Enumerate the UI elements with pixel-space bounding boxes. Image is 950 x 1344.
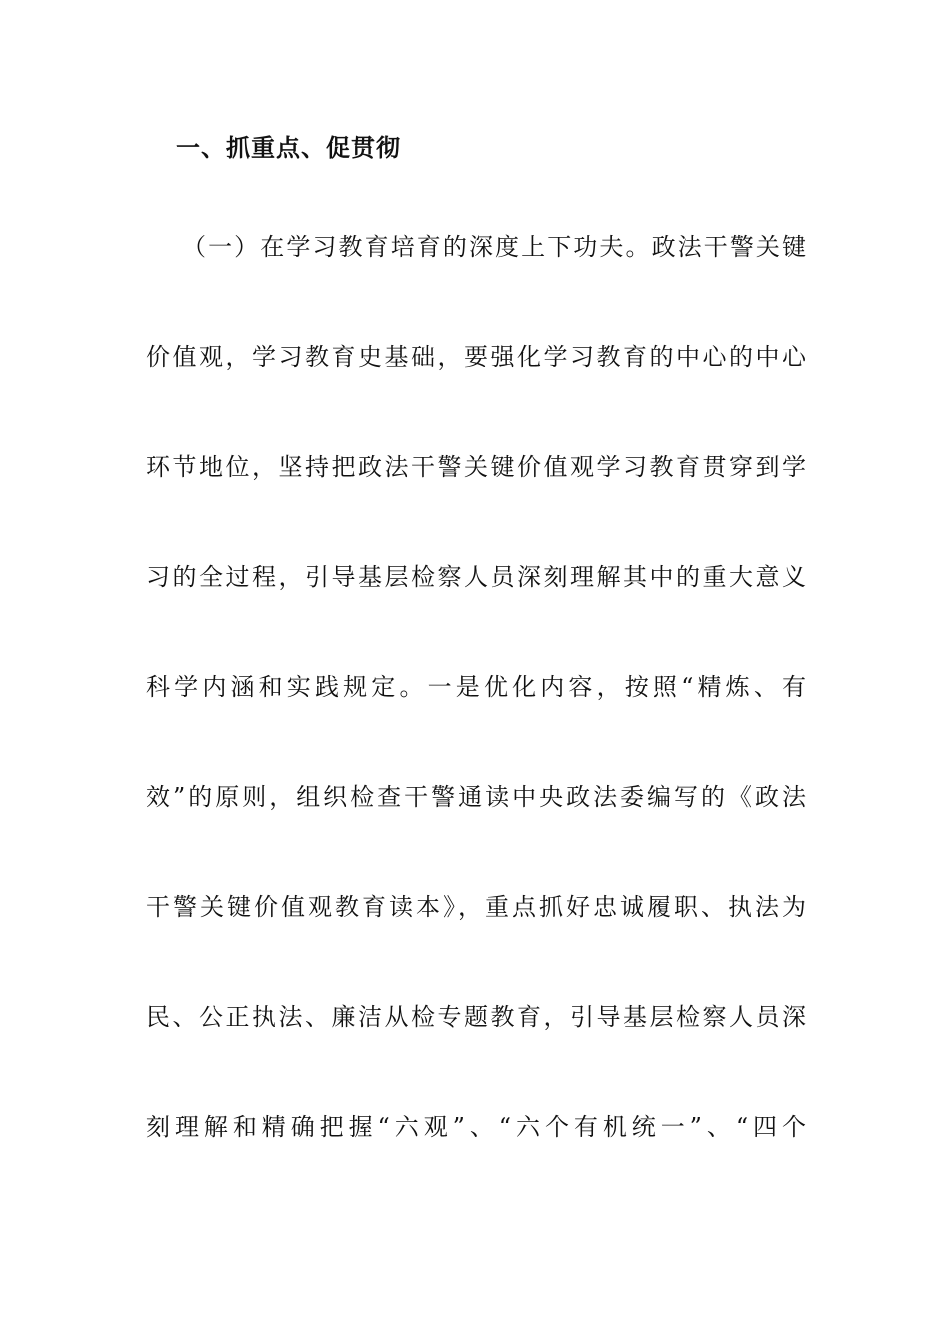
paragraph-line-1: （一）在学习教育培育的深度上下功夫。政法干警关键 xyxy=(182,233,806,261)
paragraph-line-2: 价值观，学习教育史基础，要强化学习教育的中心的中心 xyxy=(146,343,806,371)
section-heading: 一、抓重点、促贯彻 xyxy=(176,133,401,162)
paragraph-line-9: 刻理解和精确把握“六观”、“六个有机统一”、“四个 xyxy=(146,1113,806,1141)
paragraph-line-8: 民、公正执法、廉洁从检专题教育，引导基层检察人员深 xyxy=(146,1003,806,1031)
paragraph-line-5: 科学内涵和实践规定。一是优化内容，按照“精炼、有 xyxy=(146,673,806,701)
paragraph-line-6: 效”的原则，组织检查干警通读中央政法委编写的《政法 xyxy=(146,783,806,811)
paragraph-line-7: 干警关键价值观教育读本》，重点抓好忠诚履职、执法为 xyxy=(146,893,806,921)
paragraph-line-4: 习的全过程，引导基层检察人员深刻理解其中的重大意义 xyxy=(146,563,806,591)
paragraph-line-3: 环节地位，坚持把政法干警关键价值观学习教育贯穿到学 xyxy=(146,453,806,481)
